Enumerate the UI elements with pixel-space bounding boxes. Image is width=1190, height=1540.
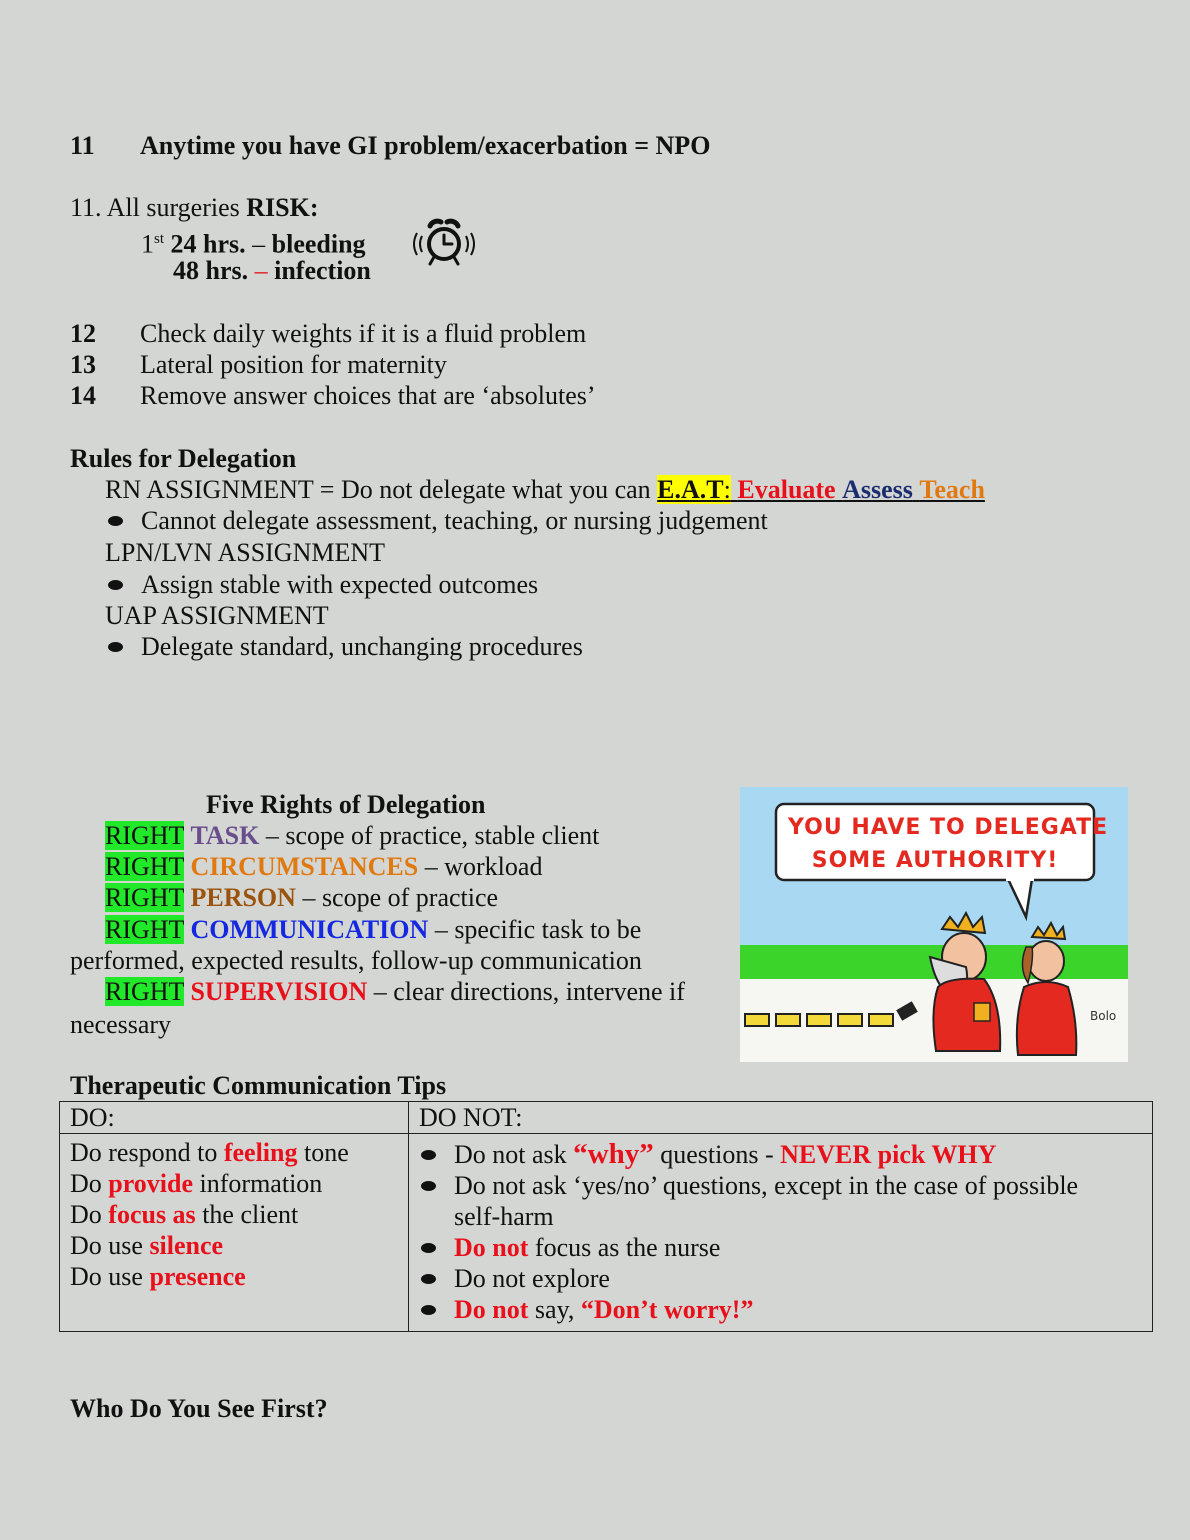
rn-assignment (105, 474, 985, 505)
donot-item (419, 1294, 1142, 1325)
eat-colon: : (723, 475, 731, 504)
alarm-clock-icon (410, 216, 478, 268)
donot-em: NEVER pick WHY (780, 1140, 997, 1169)
donot-item (419, 1170, 1142, 1201)
do-item-em: presence (149, 1262, 246, 1291)
surgery-line-2-hours: 48 hrs. (173, 256, 249, 285)
table-row (60, 1134, 1153, 1332)
list-item-text: Lateral position for maternity (140, 350, 447, 379)
right-desc: – scope of practice, stable client (265, 821, 600, 850)
do-item-em: feeling (223, 1138, 298, 1167)
rn-bullet (108, 505, 768, 536)
surgery-line-1-hours: 24 hrs. (170, 229, 246, 259)
do-item-pre: Do (70, 1200, 102, 1229)
right-label: RIGHT (105, 977, 184, 1006)
eat-evaluate: Evaluate (737, 475, 836, 504)
donot-em: Do not (454, 1233, 529, 1262)
do-item-post: the client (202, 1200, 299, 1229)
table-header-row (60, 1102, 1153, 1134)
surgery-item (70, 192, 319, 223)
rn-assignment-text: RN ASSIGNMENT = Do not delegate what you can (105, 475, 651, 504)
donot-em: “why” (573, 1138, 654, 1170)
right-key: TASK (190, 821, 260, 850)
donot-item (419, 1139, 1142, 1170)
do-header: DO: (60, 1102, 409, 1134)
list-item-number: 13 (70, 350, 96, 379)
delegate-cartoon (740, 787, 1128, 1062)
list-item-number: 12 (70, 319, 96, 348)
list-item (70, 380, 596, 411)
surgery-line-2-dash: – (254, 256, 268, 285)
do-item-em: silence (149, 1231, 224, 1260)
five-rights-row (105, 882, 498, 913)
lpn-bullet (108, 569, 538, 600)
do-item (70, 1199, 398, 1230)
right-desc: – scope of practice (302, 883, 499, 912)
eat-teach: Teach (919, 475, 985, 504)
right-desc: – specific task to be (434, 915, 642, 944)
donot-text: Do not explore (454, 1264, 610, 1293)
donot-item-continuation: self-harm (454, 1202, 554, 1231)
do-item-pre: Do use (70, 1262, 143, 1291)
bullet-icon (108, 642, 123, 652)
bullet-icon (421, 1243, 436, 1253)
list-item-text: Remove answer choices that are ‘absolutes’ (140, 381, 596, 410)
surgery-line-2 (173, 255, 371, 286)
do-item-em: provide (108, 1169, 194, 1198)
donot-item (419, 1232, 1142, 1263)
right-label: RIGHT (105, 852, 184, 881)
do-item (70, 1230, 398, 1261)
list-item (70, 318, 586, 349)
right-key: SUPERVISION (190, 977, 368, 1006)
cartoon-speech-line-1: YOU HAVE TO DELEGATE (788, 815, 1109, 840)
bullet-icon (108, 516, 123, 526)
eat-acronym: E.A.T (657, 475, 724, 504)
do-item-pre: Do respond to (70, 1138, 218, 1167)
lpn-bullet-text: Assign stable with expected outcomes (141, 570, 539, 599)
uap-assignment: UAP ASSIGNMENT (105, 601, 329, 630)
donot-text: Do not ask (454, 1140, 567, 1169)
do-item (70, 1137, 398, 1168)
right-label: RIGHT (105, 883, 184, 912)
surgery-risk-label: RISK: (246, 193, 319, 222)
therapeutic-table (59, 1101, 1153, 1332)
who-first-heading: Who Do You See First? (70, 1394, 328, 1423)
delegation-title: Rules for Delegation (70, 444, 297, 473)
list-item-number: 14 (70, 381, 96, 410)
bullet-icon (108, 580, 123, 590)
eat-assess: Assess (842, 475, 913, 504)
surgery-line-1-dash: – (252, 229, 266, 259)
right-desc: – clear directions, intervene if (373, 977, 685, 1006)
bullet-icon (421, 1150, 436, 1160)
five-rights-row (105, 976, 685, 1007)
donot-text: say, (534, 1295, 575, 1324)
right-key: PERSON (190, 883, 296, 912)
bullet-icon (421, 1274, 436, 1284)
donot-header: DO NOT: (409, 1102, 1153, 1134)
five-rights-row (105, 820, 599, 851)
gi-item-text: Anytime you have GI problem/exacerbation = NPO (140, 131, 711, 160)
surgery-text: All surgeries (106, 193, 240, 222)
right-label: RIGHT (105, 821, 184, 850)
do-cell (60, 1134, 409, 1332)
do-item-pre: Do (70, 1169, 102, 1198)
bullet-icon (421, 1305, 436, 1315)
donot-cell (409, 1134, 1153, 1332)
five-rights-row (105, 914, 641, 945)
right-desc: – workload (424, 852, 543, 881)
donot-text: Do not ask ‘yes/no’ questions, except in the case of possible (454, 1171, 1079, 1200)
rn-bullet-text: Cannot delegate assessment, teaching, or nursing judgement (141, 506, 768, 535)
uap-bullet (108, 631, 583, 662)
surgery-line-1-sup: st (154, 231, 165, 247)
surgery-line-1-label: bleeding (271, 229, 366, 259)
surgery-line-1-ordinal: 1 (141, 229, 154, 259)
donot-item (419, 1263, 1142, 1294)
do-item-pre: Do use (70, 1231, 143, 1260)
cartoon-signature: Bolo (1090, 1009, 1117, 1023)
do-item-post: tone (303, 1138, 349, 1167)
right-label: RIGHT (105, 915, 184, 944)
donot-text: questions - (660, 1140, 774, 1169)
do-item-post: information (199, 1169, 323, 1198)
surgery-line-2-label: infection (274, 256, 371, 285)
do-item-em: focus as (108, 1200, 196, 1229)
list-item (70, 349, 447, 380)
cartoon-speech-line-2: SOME AUTHORITY! (811, 848, 1059, 873)
list-item-text: Check daily weights if it is a fluid problem (140, 319, 587, 348)
five-rights-continuation: necessary (70, 1010, 172, 1039)
lpn-assignment: LPN/LVN ASSIGNMENT (105, 538, 386, 567)
uap-bullet-text: Delegate standard, unchanging procedures (141, 632, 583, 661)
do-item (70, 1261, 398, 1292)
gi-item-number: 11 (70, 131, 95, 160)
surgery-number: 11. (70, 193, 102, 222)
five-rights-continuation: performed, expected results, follow-up communication (70, 946, 642, 975)
therapeutic-title: Therapeutic Communication Tips (70, 1071, 447, 1100)
donot-text: focus as the nurse (534, 1233, 721, 1262)
donot-em: Do not (454, 1295, 529, 1324)
bullet-icon (421, 1181, 436, 1191)
five-rights-title: Five Rights of Delegation (206, 790, 486, 819)
right-key: COMMUNICATION (190, 915, 429, 944)
do-item (70, 1168, 398, 1199)
five-rights-row (105, 851, 542, 882)
right-key: CIRCUMSTANCES (190, 852, 419, 881)
donot-em: “Don’t worry!” (580, 1295, 754, 1324)
gi-item (70, 130, 710, 161)
